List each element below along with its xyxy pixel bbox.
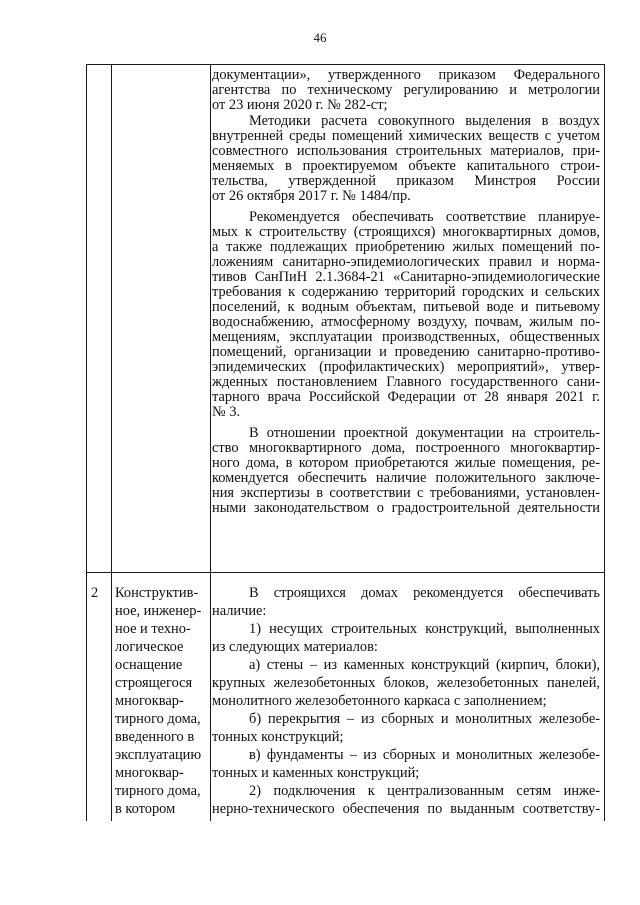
row-1-text-line: мещениям, эксплуатации производственных, общественных — [212, 329, 600, 345]
row-2-text-line: а) стены – из каменных конструкций (кирпич, блоки), — [249, 657, 600, 673]
row-1-text-line: В отношении проектной документации на строитель- — [249, 425, 600, 441]
row-1-text-line: комендуется обеспечить наличие положительного заключе- — [212, 470, 600, 486]
row-2-text-line: 2) подключения к централизованным сетям инже- — [249, 783, 600, 799]
row-2-text-line: 1) несущих строительных конструкций, выполненных — [249, 621, 600, 637]
row-2-number: 2 — [91, 585, 99, 601]
row-1-text-line: мых к строительству (строящихся) многоквартирных домов, — [212, 224, 600, 240]
row-1-text-line: ложениям санитарно-эпидемиологических правил и норма- — [212, 254, 600, 270]
row-2-heading-line: в котором — [115, 801, 176, 817]
row-2-heading-line: ное и техно- — [115, 621, 191, 637]
row-2-heading-line: строящегося — [115, 675, 193, 691]
row-2-heading-line: тирного дома, — [115, 783, 201, 799]
row-2-text-line: монолитного железобетонного каркаса с заполнением; — [212, 693, 547, 709]
row-2-heading-line: введенного в — [115, 729, 195, 745]
row-1-text-line: Методики расчета совокупного выделения в воздух — [249, 113, 600, 129]
row-1-text-line: помещений, организации и проведению санитарно-противо- — [212, 344, 600, 360]
row-2-text-line: из следующих материалов: — [212, 639, 378, 655]
row-1-text-line: внутренней среды помещений химических веществ с учетом — [212, 128, 600, 144]
row-1-text-line: поселений, к водным объектам, питьевой воде и питьевому — [212, 299, 600, 315]
row-2-text-line: крупных железобетонных блоков, железобетонных панелей, — [212, 675, 600, 691]
row-1-text-line: тивов СанПиН 2.1.3684-21 «Санитарно-эпидемиологические — [212, 269, 600, 285]
row-1-text-line: ство многоквартирного дома, построенного многоквартир- — [212, 440, 600, 456]
row-2-heading-line: эксплуатацию — [115, 747, 202, 763]
row-1-text-line: водоснабжению, атмосферному воздуху, почвам, жилым по- — [212, 314, 600, 330]
row-1-text-line: а также подлежащих приобретению жилых помещений по- — [212, 239, 600, 255]
row-1-text-line: документации», утвержденного приказом Федерального — [212, 67, 600, 83]
row-2-heading-line: ное, инженер- — [115, 603, 202, 619]
row-1-text-line: ными законодательством о градостроительной деятельности — [212, 500, 600, 516]
row-1-text-line: агентства по техническому регулированию и метрологии — [212, 82, 600, 98]
row-2-text-line: В строящихся домах рекомендуется обеспечивать — [249, 585, 600, 601]
row-2-heading-line: тирного дома, — [115, 711, 201, 727]
table-top-rule — [86, 64, 605, 65]
column-2-right-rule — [210, 64, 211, 821]
row-1-text-line: ния экспертизы в соответствии с требованиями, установлен- — [212, 485, 600, 501]
column-1-right-rule — [111, 64, 112, 821]
row-1-text-line: от 26 октября 2017 г. № 1484/пр. — [212, 188, 411, 204]
row-1-text-line: совместного использования строительных материалов, при- — [212, 143, 600, 159]
row-1-text-line: от 23 июня 2020 г. № 282-ст; — [212, 97, 388, 113]
row-1-text-line: тельства, утвержденной приказом Минстроя России — [212, 173, 600, 189]
page-number: 46 — [313, 30, 327, 45]
table-left-rule — [86, 64, 87, 821]
row-1-text-line: тарного врача Российской Федерации от 28 января 2021 г. — [212, 389, 600, 405]
row-2-text-line: наличие: — [212, 603, 267, 619]
row-1-text-line: ного дома, в котором приобретаются жилые помещения, ре- — [212, 455, 600, 471]
row-2-text-line: тонных и каменных конструкций; — [212, 765, 420, 781]
row-2-text-line: в) фундаменты – из сборных и монолитных железобе- — [249, 747, 600, 763]
row-2-text-line: тонных конструкций; — [212, 729, 344, 745]
row-2-heading-line: логическое — [115, 639, 184, 655]
row-divider-rule — [86, 572, 605, 573]
row-1-text-line: меняемых в проектируемом объекте капитального строи- — [212, 158, 600, 174]
row-1-text-line: эпидемических (профилактических) мероприятий», утвер- — [212, 359, 600, 375]
row-2-text-line: б) перекрытия – из сборных и монолитных железобе- — [249, 711, 600, 727]
row-2-heading-line: Конструктив- — [115, 585, 199, 601]
table-right-rule — [604, 64, 605, 821]
row-1-text-line: Рекомендуется обеспечивать соответствие планируе- — [249, 209, 600, 225]
row-1-text-line: требования к содержанию территорий городских и сельских — [212, 284, 600, 300]
row-2-heading-line: многоквар- — [115, 765, 184, 781]
row-2-heading-line: оснащение — [115, 657, 183, 673]
row-1-text-line: жденных постановлением Главного государственного сани- — [212, 374, 600, 390]
row-2-heading-line: многоквар- — [115, 693, 184, 709]
row-1-text-line: № 3. — [212, 404, 241, 420]
row-2-text-line: нерно-технического обеспечения по выданным соответству- — [212, 801, 600, 817]
